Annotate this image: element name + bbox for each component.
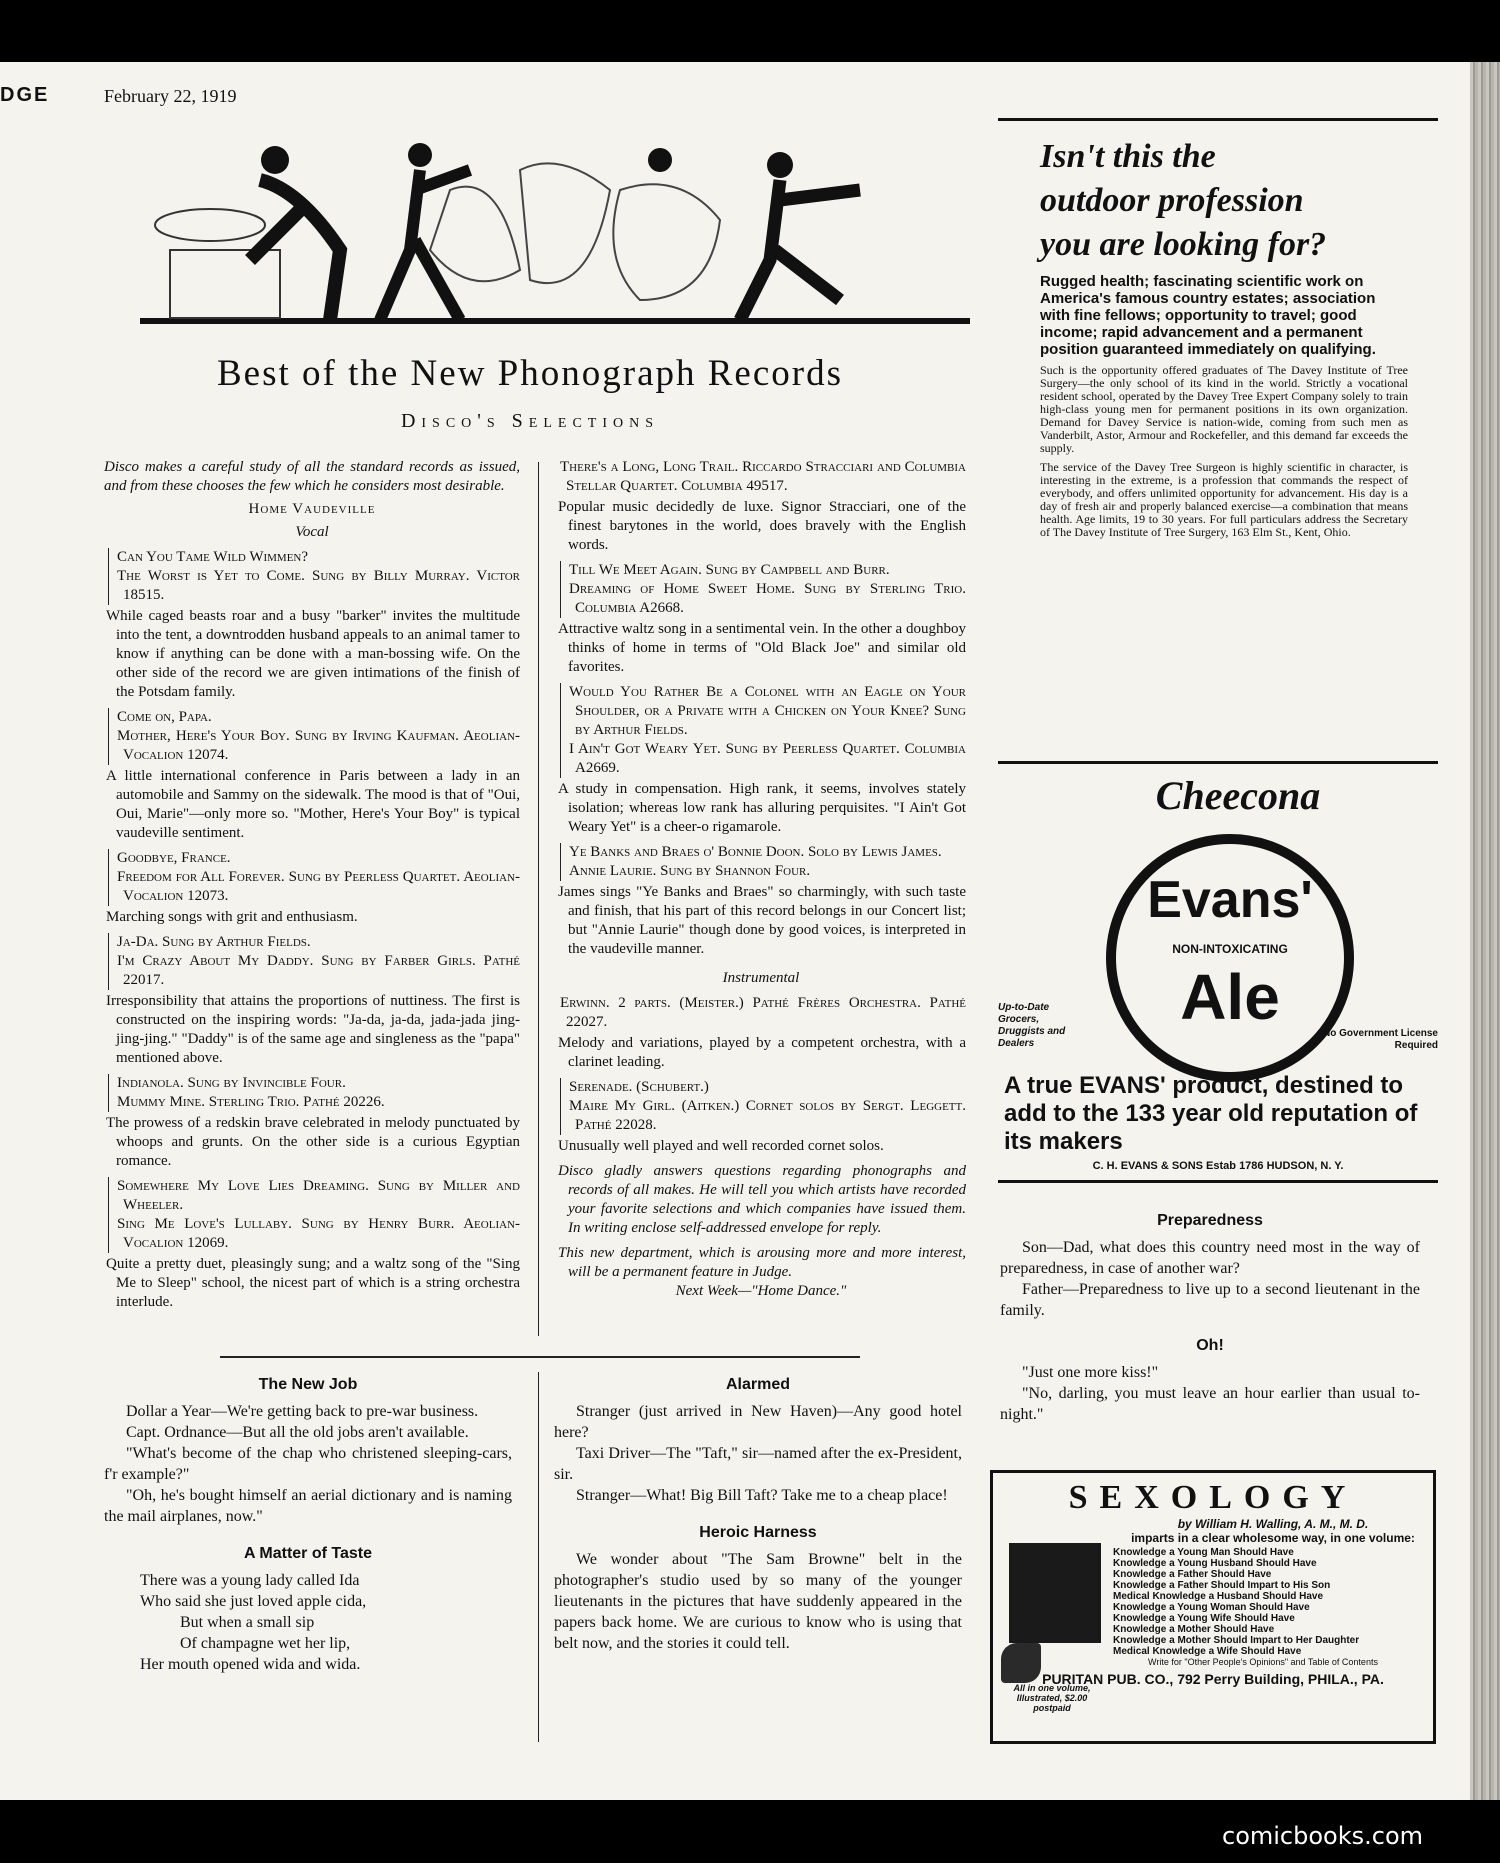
poem-line: But when a small sip bbox=[180, 1614, 315, 1631]
record-title: Till We Meet Again. Sung by Campbell and Burr. bbox=[569, 562, 890, 578]
ad-title: SEXOLOGY bbox=[1068, 1479, 1358, 1516]
record-title: Maire My Girl. (Aitken.) Cornet solos by Sergt. Leggett. Pathé 22028. bbox=[569, 1098, 966, 1133]
joke-title: Heroic Harness bbox=[699, 1524, 817, 1541]
seal-ring-text: NON-INTOXICATING bbox=[1172, 942, 1288, 956]
ad-lead: imparts in a clear wholesome way, in one volume: bbox=[1131, 1531, 1415, 1545]
editor-note: This new department, which is arousing more and more interest, will be a permanent feature in Judge. bbox=[558, 1245, 966, 1280]
record-description: James sings "Ye Banks and Braes" so charmingly, with such taste and finish, that his part of this record belongs in our Concert list; but "Annie Laurie" though done by good voices, is interpreted in the vaudeville manner. bbox=[558, 884, 966, 957]
record-entry bbox=[556, 683, 966, 837]
joke-line: "Just one more kiss!" bbox=[1022, 1364, 1159, 1381]
record-title: Goodbye, France. bbox=[117, 850, 231, 866]
record-entry bbox=[556, 1078, 966, 1156]
limerick bbox=[104, 1570, 512, 1675]
joke-line: Taxi Driver—The "Taft," sir—named after the ex-President, sir. bbox=[554, 1445, 962, 1483]
watermark: comicbooks.com bbox=[1222, 1822, 1424, 1850]
record-title: Serenade. (Schubert.) bbox=[569, 1079, 709, 1095]
joke-line: Father—Preparedness to live up to a second lieutenant in the family. bbox=[1000, 1281, 1420, 1319]
poem-line: Who said she just loved apple cida, bbox=[140, 1593, 367, 1610]
record-entry bbox=[104, 548, 520, 702]
book-icon bbox=[1009, 1543, 1101, 1643]
subcategory-heading: Instrumental bbox=[722, 970, 800, 986]
record-entry bbox=[556, 843, 966, 959]
article-intro: Disco makes a careful study of all the standard records as issued, and from these chooses the few which he considers most desirable. bbox=[104, 459, 520, 494]
list-item: Medical Knowledge a Wife Should Have bbox=[1113, 1646, 1302, 1657]
record-title: Can You Tame Wild Wimmen? bbox=[117, 549, 309, 565]
record-description: Irresponsibility that attains the proportions of nuttiness. The first is constructed on the inspiring words: "Ja-da, ja-da, jada-jada jing-jing-jing." "Daddy" is of the same age and singleness as the "papa" mentioned above. bbox=[106, 993, 520, 1066]
davey-tree-ad bbox=[998, 118, 1438, 764]
contents-list bbox=[1113, 1547, 1433, 1657]
column-divider bbox=[538, 1372, 539, 1742]
headline-line: you are looking for? bbox=[1040, 226, 1327, 263]
record-title: Freedom for All Forever. Sung by Peerless Quartet. Aeolian-Vocalion 12073. bbox=[117, 869, 520, 904]
dealers-note: Up-to-Date Grocers, Druggists and Dealers bbox=[998, 1002, 1066, 1049]
record-entry bbox=[556, 458, 966, 555]
issue-date: February 22, 1919 bbox=[104, 86, 237, 106]
record-title: Sing Me Love's Lullaby. Sung by Henry Burr. Aeolian-Vocalion 12069. bbox=[117, 1216, 520, 1251]
record-entry bbox=[104, 708, 520, 843]
record-description: The prowess of a redskin brave celebrated in melody punctuated by whoops and grunts. On the other side is a curious Egyptian romance. bbox=[106, 1115, 520, 1169]
column-divider bbox=[538, 462, 539, 1336]
record-title: Dreaming of Home Sweet Home. Sung by Sterling Trio. Columbia A2668. bbox=[569, 581, 966, 616]
product-name: Evans' bbox=[1147, 871, 1313, 929]
record-title: I Ain't Got Weary Yet. Sung by Peerless Quartet. Columbia A2669. bbox=[569, 741, 966, 776]
record-title: Ja-Da. Sung by Arthur Fields. bbox=[117, 934, 311, 950]
record-entry bbox=[104, 933, 520, 1068]
ale-text: Ale bbox=[1180, 961, 1280, 1033]
jokes-column-right bbox=[554, 1374, 962, 1654]
record-title: Ye Banks and Braes o' Bonnie Doon. Solo by Lewis James. bbox=[569, 844, 942, 860]
list-item: Knowledge a Father Should Have bbox=[1113, 1569, 1272, 1580]
joke-line: Capt. Ordnance—But all the old jobs aren't available. bbox=[126, 1424, 469, 1441]
record-description: A little international conference in Paris between a lady in an automobile and Sammy on the sidewalk. The mood is that of "Oui, Oui, Marie"—only more so. "Mother, Here's Your Boy" is typical vaudeville sentiment. bbox=[106, 768, 520, 841]
joke-title: Preparedness bbox=[1157, 1212, 1263, 1229]
record-title: Annie Laurie. Sung by Shannon Four. bbox=[569, 863, 811, 879]
record-description: Melody and variations, played by a competent orchestra, with a clarinet leading. bbox=[558, 1035, 966, 1070]
joke-line: We wonder about "The Sam Browne" belt in the photographer's studio used by so many of the younger lieutenants in the pictures that have suddenly appeared in the papers back home. We are curious to know who is using that belt now, and the stories it could tell. bbox=[554, 1551, 962, 1652]
headline-line: outdoor profession bbox=[1040, 182, 1304, 219]
record-title: Somewhere My Love Lies Dreaming. Sung by Miller and Wheeler. bbox=[117, 1178, 520, 1213]
category-heading: Home Vaudeville bbox=[248, 501, 376, 517]
sexology-ad bbox=[990, 1470, 1436, 1744]
list-item: Knowledge a Mother Should Impart to Her Daughter bbox=[1113, 1635, 1360, 1646]
record-title: Come on, Papa. bbox=[117, 709, 212, 725]
record-description: Quite a pretty duet, pleasingly sung; and a waltz song of the "Sing Me to Sleep" school, the nicest part of which is a string orchestra interlude. bbox=[106, 1256, 520, 1310]
record-description: Unusually well played and well recorded cornet solos. bbox=[558, 1138, 884, 1154]
record-title: Indianola. Sung by Invincible Four. bbox=[117, 1075, 346, 1091]
record-title: There's a Long, Long Trail. Riccardo Stracciari and Columbia Stellar Quartet. Columbia 49517. bbox=[560, 459, 966, 494]
list-item: Knowledge a Father Should Impart to His Son bbox=[1113, 1580, 1331, 1591]
publisher-line: PURITAN PUB. CO., 792 Perry Building, PHILA., PA. bbox=[1042, 1671, 1384, 1687]
brand-name: Cheecona bbox=[1155, 773, 1321, 818]
poem-line: Of champagne wet her lip, bbox=[180, 1635, 351, 1652]
next-week-note: Next Week—"Home Dance." bbox=[675, 1283, 847, 1299]
record-entry bbox=[556, 561, 966, 677]
article-title: Best of the New Phonograph Records bbox=[217, 353, 843, 394]
records-column-1 bbox=[104, 458, 520, 1318]
joke-line: Stranger (just arrived in New Haven)—Any good hotel here? bbox=[554, 1403, 962, 1441]
list-item: Knowledge a Young Wife Should Have bbox=[1113, 1613, 1295, 1624]
maker-line: C. H. EVANS & SONS Estab 1786 HUDSON, N. Y. bbox=[1092, 1160, 1344, 1172]
record-entry bbox=[104, 849, 520, 927]
headline-line: Isn't this the bbox=[1040, 138, 1216, 175]
joke-line: Dollar a Year—We're getting back to pre-war business. bbox=[126, 1403, 479, 1420]
list-item: Knowledge a Young Woman Should Have bbox=[1113, 1602, 1310, 1613]
ad-copy: The service of the Davey Tree Surgeon is highly scientific in character, is interesting in the extreme, is a profession that commands the respect of everybody, and offers unlimited opportunity for advancement. His day is a day of fresh air and properly balanced exercise—a combination that means health. Age limits, 19 to 30 years. For full particulars address the Secretary of The Davey Institute of Tree Surgery, 163 Elm St., Kent, Ohio. bbox=[1040, 460, 1408, 539]
price-note: All in one volume, Illustrated, $2.00 postpaid bbox=[1013, 1683, 1091, 1713]
records-column-2 bbox=[556, 458, 966, 1301]
ad-bold-copy: Rugged health; fascinating scientific work on America's famous country estates; association with fine fellows; opportunity to travel; good income; rapid advancement and a permanent position guaranteed immediately on qualifying. bbox=[1040, 273, 1376, 358]
ad-headline bbox=[998, 121, 1438, 267]
previous-page-title: DGE bbox=[0, 84, 50, 106]
record-title: Mummy Mine. Sterling Trio. Pathé 20226. bbox=[117, 1094, 385, 1110]
joke-title: Oh! bbox=[1196, 1337, 1224, 1354]
record-description: Attractive waltz song in a sentimental vein. In the other a doughboy thinks of home in terms of "Old Black Joe" and similar old favorites. bbox=[558, 621, 966, 675]
dancers-illustration bbox=[140, 130, 970, 330]
record-title: Erwinn. 2 parts. (Meister.) Pathé Frères Orchestra. Pathé 22027. bbox=[560, 995, 966, 1030]
list-item: Knowledge a Young Man Should Have bbox=[1113, 1547, 1294, 1558]
record-title: Mother, Here's Your Boy. Sung by Irving Kaufman. Aeolian-Vocalion 12074. bbox=[117, 728, 520, 763]
joke-title: A Matter of Taste bbox=[243, 1545, 372, 1562]
poem-line: Her mouth opened wida and wida. bbox=[140, 1656, 361, 1673]
record-description: While caged beasts roar and a busy "barker" invites the multitude into the tent, a downtrodden husband appeals to an animal tamer to know if anything can be done with a man-bossing wife. On the other side of the record we are given intimations of the finish of the Potsdam family. bbox=[106, 608, 520, 700]
record-title: The Worst is Yet to Come. Sung by Billy Murray. Victor 18515. bbox=[117, 568, 520, 603]
evans-ale-ad bbox=[998, 770, 1438, 1183]
joke-line: "No, darling, you must leave an hour earlier than usual to-night." bbox=[1000, 1385, 1420, 1423]
write-note: Write for "Other People's Opinions" and Table of Contents bbox=[1148, 1657, 1378, 1667]
joke-line: "Oh, he's bought himself an aerial dictionary and is naming the mail airplanes, now." bbox=[104, 1487, 512, 1525]
tagline: A true EVANS' product, destined to add to the 133 year old reputation of its makers bbox=[1004, 1072, 1418, 1155]
record-description: A study in compensation. High rank, it seems, involves stately isolation; whereas low rank has alluring perquisites. "I Ain't Got Weary Yet" is a cheer-o rigamarole. bbox=[558, 781, 966, 835]
jokes-column-ads bbox=[1000, 1210, 1420, 1425]
ad-author: by William H. Walling, A. M., M. D. bbox=[1177, 1517, 1369, 1531]
license-note: No Government License Required bbox=[1322, 1028, 1438, 1051]
poem-line: There was a young lady called Ida bbox=[140, 1572, 360, 1589]
book-spine bbox=[1470, 62, 1500, 1800]
subcategory-heading: Vocal bbox=[295, 524, 329, 540]
record-description: Marching songs with grit and enthusiasm. bbox=[106, 909, 358, 925]
joke-line: Stranger—What! Big Bill Taft? Take me to a cheap place! bbox=[576, 1487, 948, 1504]
joke-line: "What's become of the chap who christened sleeping-cars, f'r example?" bbox=[104, 1445, 512, 1483]
joke-title: Alarmed bbox=[725, 1376, 791, 1393]
editor-note: Disco gladly answers questions regarding phonographs and records of all makes. He will tell you which artists have recorded your favorite selections and which companies have issued them. In writing enclose self-addressed envelope for reply. bbox=[558, 1163, 966, 1236]
jokes-column-left bbox=[104, 1374, 512, 1675]
record-title: Would You Rather Be a Colonel with an Eagle on Your Shoulder, or a Private with a Chicken on Your Knee? Sung by Arthur Fields. bbox=[569, 684, 966, 738]
list-item: Knowledge a Young Husband Should Have bbox=[1113, 1558, 1317, 1569]
hand-icon bbox=[1001, 1643, 1041, 1683]
section-divider bbox=[220, 1356, 860, 1358]
list-item: Medical Knowledge a Husband Should Have bbox=[1113, 1591, 1324, 1602]
joke-title: The New Job bbox=[258, 1376, 358, 1393]
record-description: Popular music decidedly de luxe. Signor Stracciari, one of the finest barytones in the world, does bravely with the English words. bbox=[558, 499, 966, 553]
list-item: Knowledge a Mother Should Have bbox=[1113, 1624, 1275, 1635]
record-entry bbox=[104, 1177, 520, 1312]
record-title: I'm Crazy About My Daddy. Sung by Farber Girls. Pathé 22017. bbox=[117, 953, 520, 988]
article-subtitle: Disco's Selections bbox=[400, 410, 660, 432]
joke-line: Son—Dad, what does this country need most in the way of preparedness, in case of another war? bbox=[1000, 1239, 1420, 1277]
ad-copy: Such is the opportunity offered graduates of The Davey Institute of Tree Surgery—the only school of its kind in the world. Strictly a vocational resident school, operated by the Davey Tree Expert Company solely to train high-class young men for permanent positions in its own organization. Demand for Davey Service is nation-wide, coming from such men as Vanderbilt, Astor, Armour and Rockefeller, and this demand far exceeds the supply. bbox=[1040, 363, 1408, 455]
record-entry bbox=[556, 994, 966, 1072]
record-entry bbox=[104, 1074, 520, 1171]
